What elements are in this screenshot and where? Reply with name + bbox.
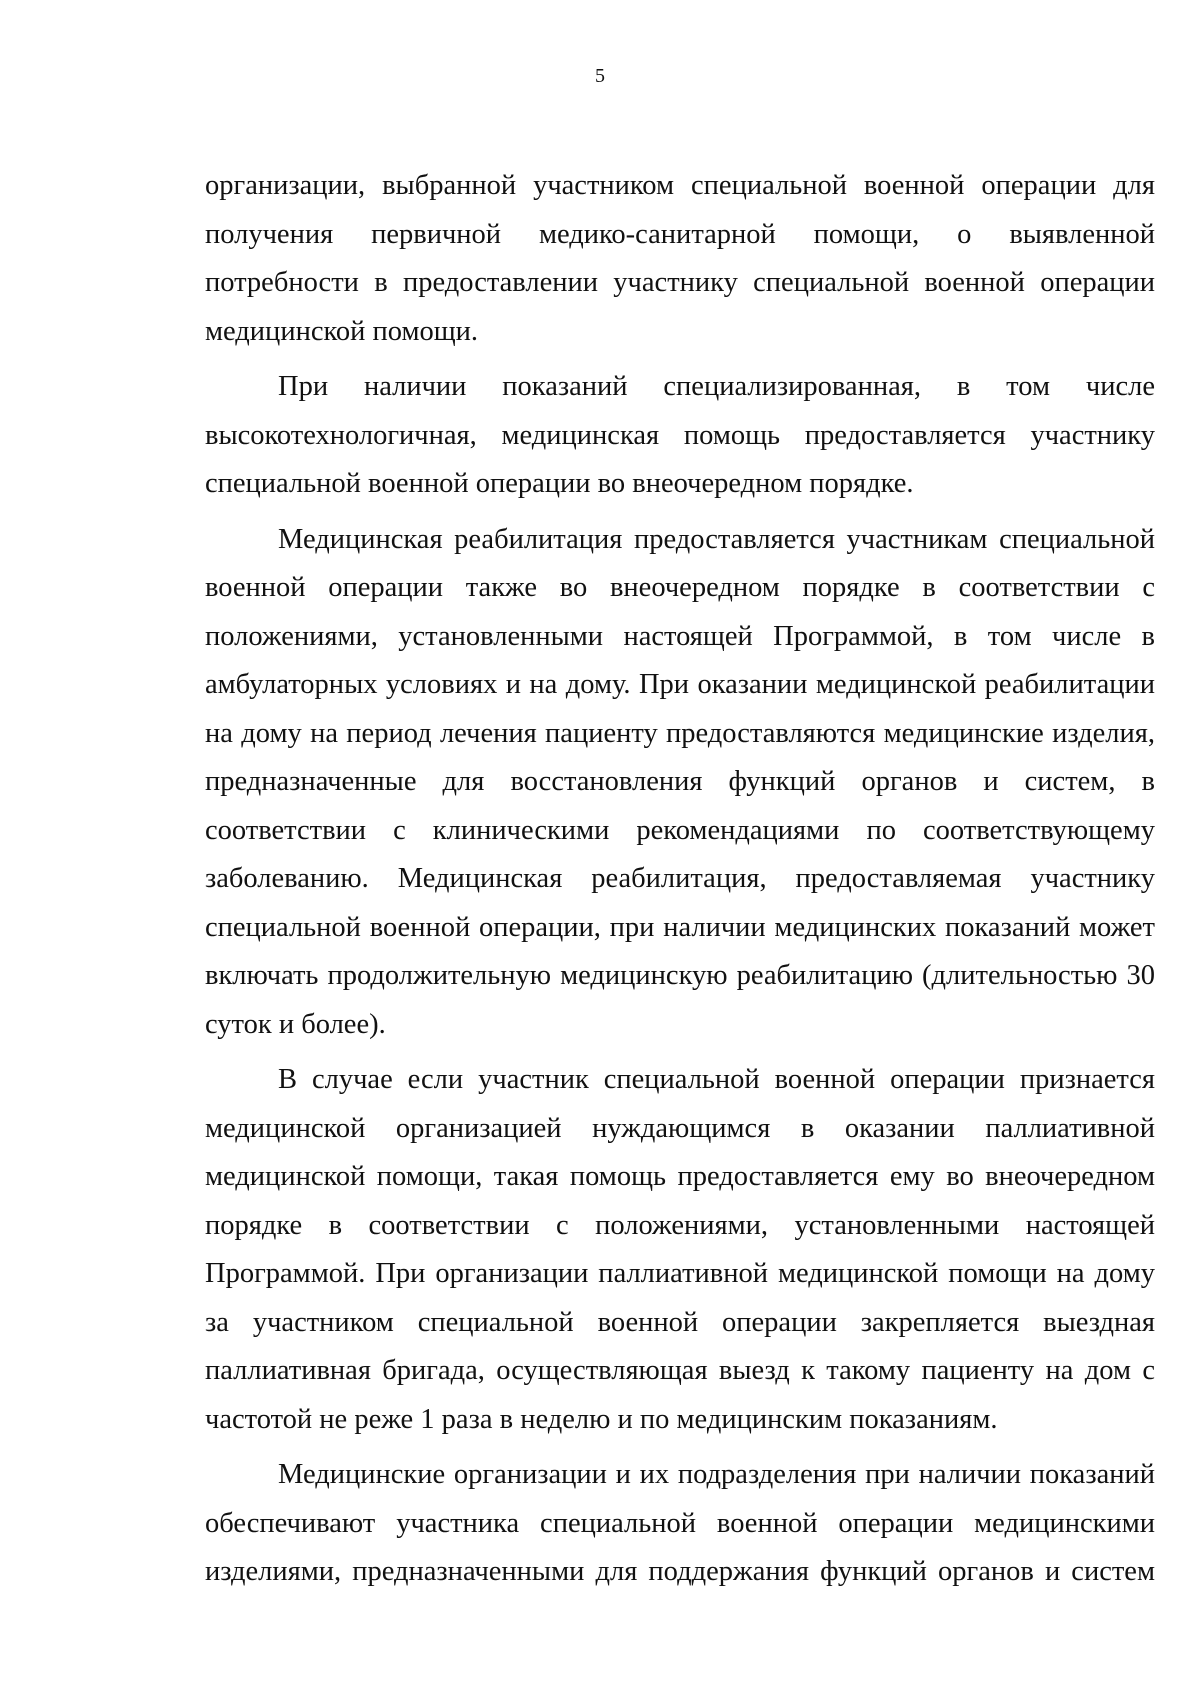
text-line: за участником специальной военной операции закрепляется выездная: [205, 1306, 1155, 1338]
paragraph-gap: [205, 356, 1155, 363]
text-line: Медицинские организации и их подразделения при наличии показаний: [278, 1459, 1155, 1490]
text-line: порядке в соответствии с положениями, установленными настоящей: [205, 1209, 1155, 1241]
text-line: В случае если участник специальной военной операции признается: [278, 1064, 1155, 1095]
paragraph: [205, 1056, 1155, 1444]
paragraph-gap: [205, 1049, 1155, 1056]
paragraph: [205, 363, 1155, 509]
paragraph-gap: [205, 509, 1155, 516]
text-line: амбулаторных условиях и на дому. При оказании медицинской реабилитации: [205, 669, 1155, 700]
text-line: паллиативная бригада, осуществляющая выезд к такому пациенту на дом с: [205, 1355, 1155, 1386]
text-line: военной операции также во внеочередном порядке в соответствии с: [205, 572, 1155, 603]
document-body: [205, 162, 1155, 1597]
text-line: получения первичной медико-санитарной помощи, о выявленной: [205, 218, 1155, 250]
page-number: 5: [595, 65, 605, 87]
paragraph-gap: [205, 1444, 1155, 1451]
text-line: При наличии показаний специализированная, в том числе: [278, 371, 1155, 402]
text-line: медицинской помощи.: [205, 315, 479, 347]
paragraph: [205, 1451, 1155, 1597]
text-line: положениями, установленными настоящей Программой, в том числе в: [205, 620, 1155, 652]
text-line: предназначенные для восстановления функций органов и систем, в: [205, 766, 1155, 797]
text-line: Медицинская реабилитация предоставляется участникам специальной: [278, 523, 1155, 555]
text-line: соответствии с клиническими рекомендациями по соответствующему: [205, 814, 1155, 846]
text-line: организации, выбранной участником специальной военной операции для: [205, 170, 1155, 201]
text-line: специальной военной операции, при наличии медицинских показаний может: [205, 911, 1155, 943]
text-line: медицинской организацией нуждающимся в оказании паллиативной: [205, 1112, 1155, 1144]
text-line: обеспечивают участника специальной военной операции медицинскими: [205, 1507, 1155, 1539]
text-line: высокотехнологичная, медицинская помощь предоставляется участнику: [205, 419, 1155, 451]
text-line: потребности в предоставлении участнику специальной военной операции: [205, 267, 1155, 298]
text-line: частотой не реже 1 раза в неделю и по медицинским показаниям.: [205, 1403, 998, 1435]
paragraph: [205, 516, 1155, 1050]
text-line: Программой. При организации паллиативной медицинской помощи на дому: [205, 1258, 1155, 1289]
text-line: медицинской помощи, такая помощь предоставляется ему во внеочередном: [205, 1161, 1155, 1192]
text-line: заболеванию. Медицинская реабилитация, предоставляемая участнику: [205, 863, 1155, 894]
text-line: изделиями, предназначенными для поддержания функций органов и систем: [205, 1556, 1155, 1587]
paragraph: [205, 162, 1155, 356]
text-line: суток и более).: [205, 1008, 386, 1040]
text-line: включать продолжительную медицинскую реабилитацию (длительностью 30: [205, 960, 1155, 991]
text-line: на дому на период лечения пациенту предоставляются медицинские изделия,: [205, 717, 1155, 749]
text-line: специальной военной операции во внеочередном порядке.: [205, 468, 914, 499]
